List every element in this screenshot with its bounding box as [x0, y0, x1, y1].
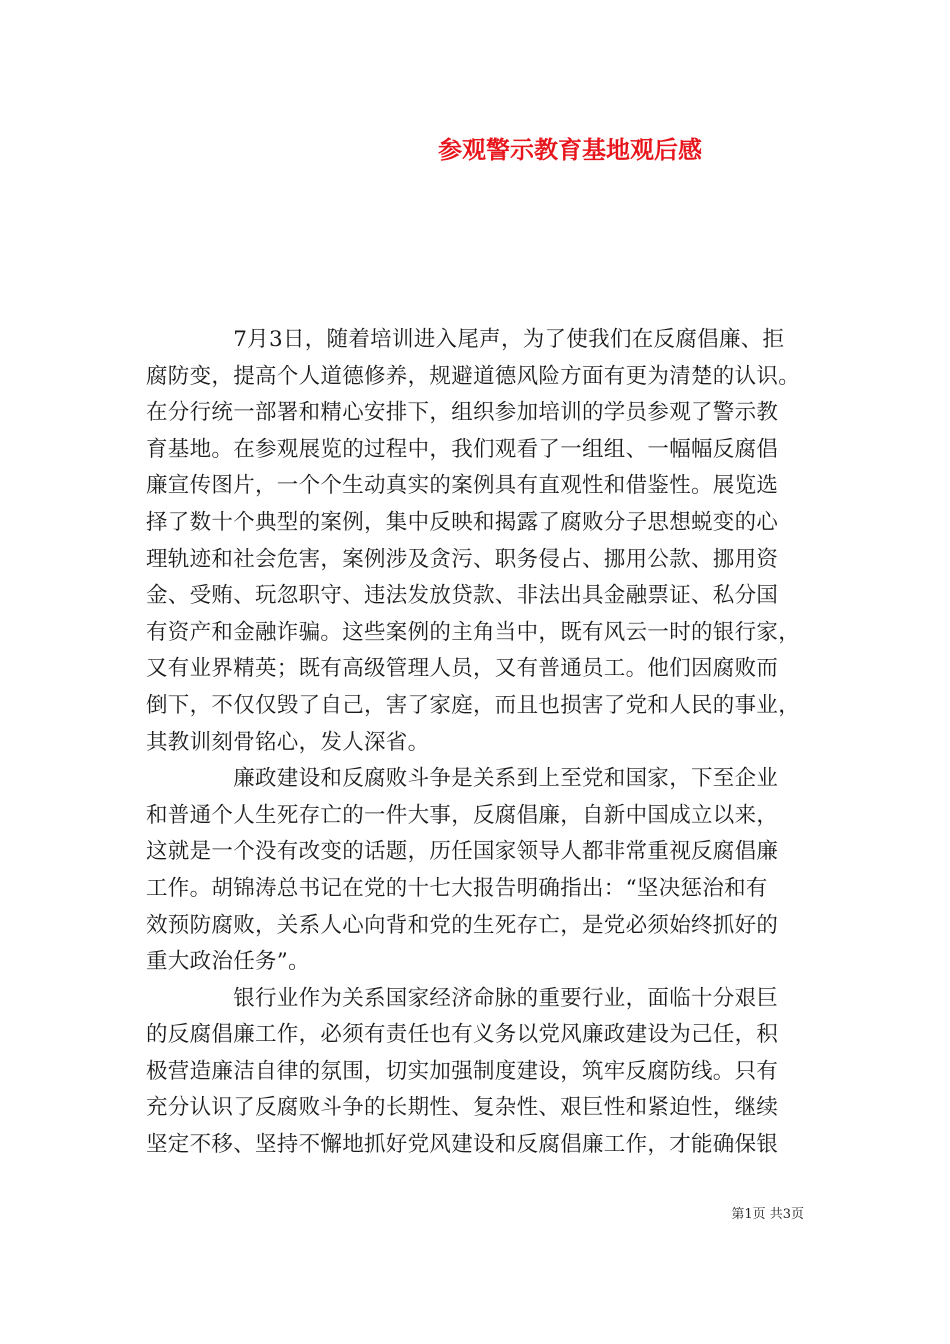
- text-line: 这就是一个没有改变的话题，历任国家领导人都非常重视反腐倡廉: [146, 839, 779, 865]
- text-line: 金、受贿、玩忽职守、违法发放贷款、非法出具金融票证、私分国: [146, 583, 779, 609]
- text-line: 极营造廉洁自律的氛围，切实加强制度建设，筑牢反腐防线。只有: [146, 1058, 779, 1084]
- text-line: 在分行统一部署和精心安排下，组织参加培训的学员参观了警示教: [146, 400, 779, 426]
- text-line: 又有业界精英；既有高级管理人员，又有普通员工。他们因腐败而: [146, 656, 779, 682]
- text-line: 择了数十个典型的案例，集中反映和揭露了腐败分子思想蜕变的心: [146, 509, 779, 535]
- text-line: 有资产和金融诈骗。这些案例的主角当中，既有风云一时的银行家，: [146, 619, 801, 645]
- text-line: 重大政治任务”。: [146, 949, 310, 975]
- page-footer: 第1页 共3页: [731, 1207, 804, 1222]
- text-line: 效预防腐败，关系人心向背和党的生死存亡，是党必须始终抓好的: [146, 912, 779, 938]
- text-line: 充分认识了反腐败斗争的长期性、复杂性、艰巨性和紧迫性，继续: [146, 1095, 779, 1121]
- text-line: 和普通个人生死存亡的一件大事，反腐倡廉，自新中国成立以来，: [146, 802, 779, 828]
- text-line: 银行业作为关系国家经济命脉的重要行业，面临十分艰巨: [146, 985, 779, 1011]
- page-title: 参观警示教育基地观后感: [438, 135, 702, 164]
- text-line: 腐防变，提高个人道德修养，规避道德风险方面有更为清楚的认识。: [146, 363, 801, 389]
- text-line: 7月3日，随着培训进入尾声，为了使我们在反腐倡廉、拒: [146, 327, 785, 352]
- text-line: 理轨迹和社会危害，案例涉及贪污、职务侵占、挪用公款、挪用资: [146, 546, 779, 572]
- text-line: 坚定不移、坚持不懈地抓好党风建设和反腐倡廉工作，才能确保银: [146, 1132, 779, 1158]
- text-line: 廉宣传图片，一个个生动真实的案例具有直观性和借鉴性。展览选: [146, 473, 779, 499]
- text-line: 育基地。在参观展览的过程中，我们观看了一组组、一幅幅反腐倡: [146, 436, 779, 462]
- text-line: 倒下，不仅仅毁了自己，害了家庭，而且也损害了党和人民的事业，: [146, 692, 801, 718]
- text-line: 廉政建设和反腐败斗争是关系到上至党和国家，下至企业: [146, 766, 779, 792]
- text-line: 工作。胡锦涛总书记在党的十七大报告明确指出：“坚决惩治和有: [146, 875, 768, 901]
- text-line: 其教训刻骨铭心，发人深省。: [146, 729, 430, 755]
- body-text: [146, 322, 816, 1164]
- text-line: 的反腐倡廉工作，必须有责任也有义务以党风廉政建设为己任，积: [146, 1022, 779, 1048]
